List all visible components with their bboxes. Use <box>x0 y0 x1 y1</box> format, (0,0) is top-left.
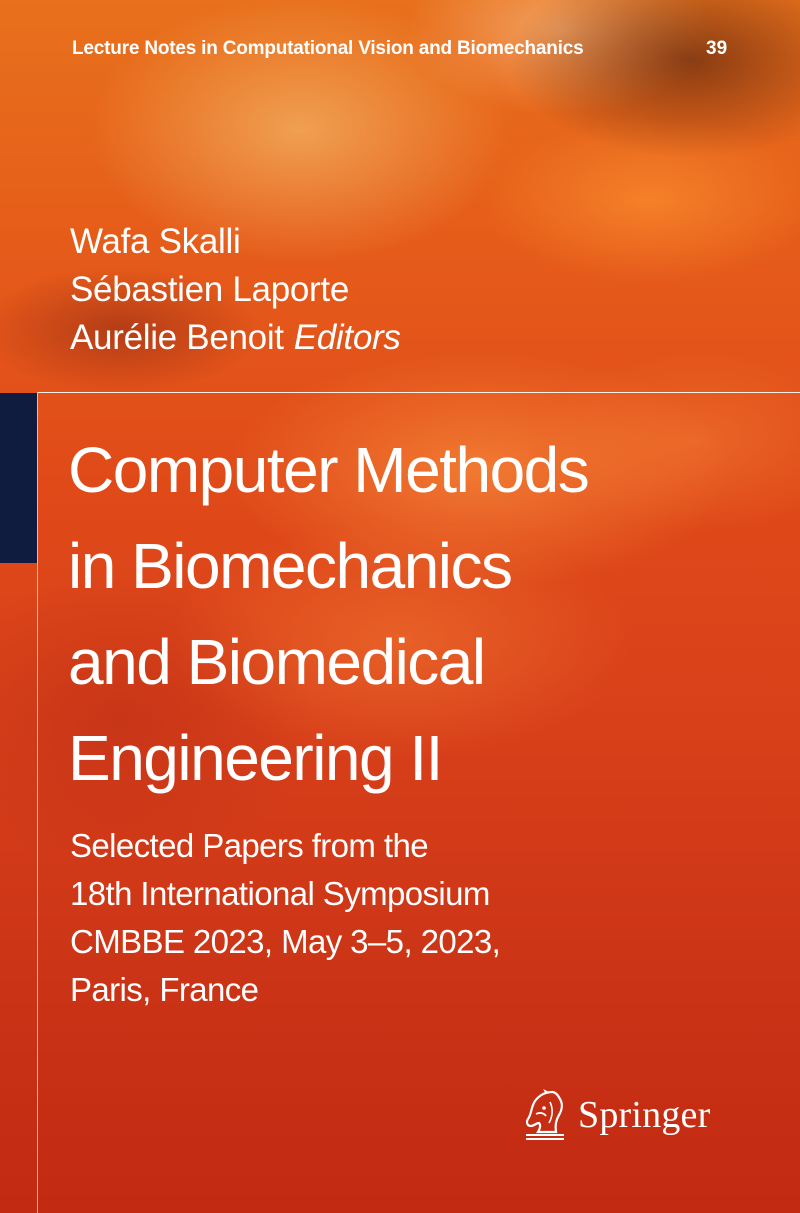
title-line: Computer Methods <box>68 434 589 506</box>
subtitle-line: Selected Papers from the <box>70 827 428 864</box>
publisher-name: Springer <box>578 1094 711 1136</box>
editor-name: Wafa Skalli <box>70 222 241 261</box>
editor-name: Aurélie Benoit <box>70 318 284 357</box>
editor-name: Sébastien Laporte <box>70 270 350 309</box>
series-title: Lecture Notes in Computational Vision and Biomechanics <box>72 38 584 59</box>
series-number: 39 <box>706 38 728 59</box>
editors-role-label: Editors <box>293 318 401 357</box>
editors-block <box>70 218 401 362</box>
book-title <box>68 422 788 806</box>
subtitle-line: Paris, France <box>70 971 259 1008</box>
horizontal-rule <box>38 392 800 393</box>
publisher-logo <box>522 1088 710 1142</box>
title-line: Engineering II <box>68 722 442 794</box>
subtitle-line: CMBBE 2023, May 3–5, 2023, <box>70 923 501 960</box>
editor-name-with-role <box>70 314 401 362</box>
accent-bar <box>0 393 37 563</box>
springer-horse-head-icon <box>522 1088 568 1142</box>
title-line: and Biomedical <box>68 626 485 698</box>
vertical-rule <box>37 392 38 1213</box>
book-subtitle <box>70 822 770 1014</box>
title-line: in Biomechanics <box>68 530 512 602</box>
subtitle-line: 18th International Symposium <box>70 875 490 912</box>
